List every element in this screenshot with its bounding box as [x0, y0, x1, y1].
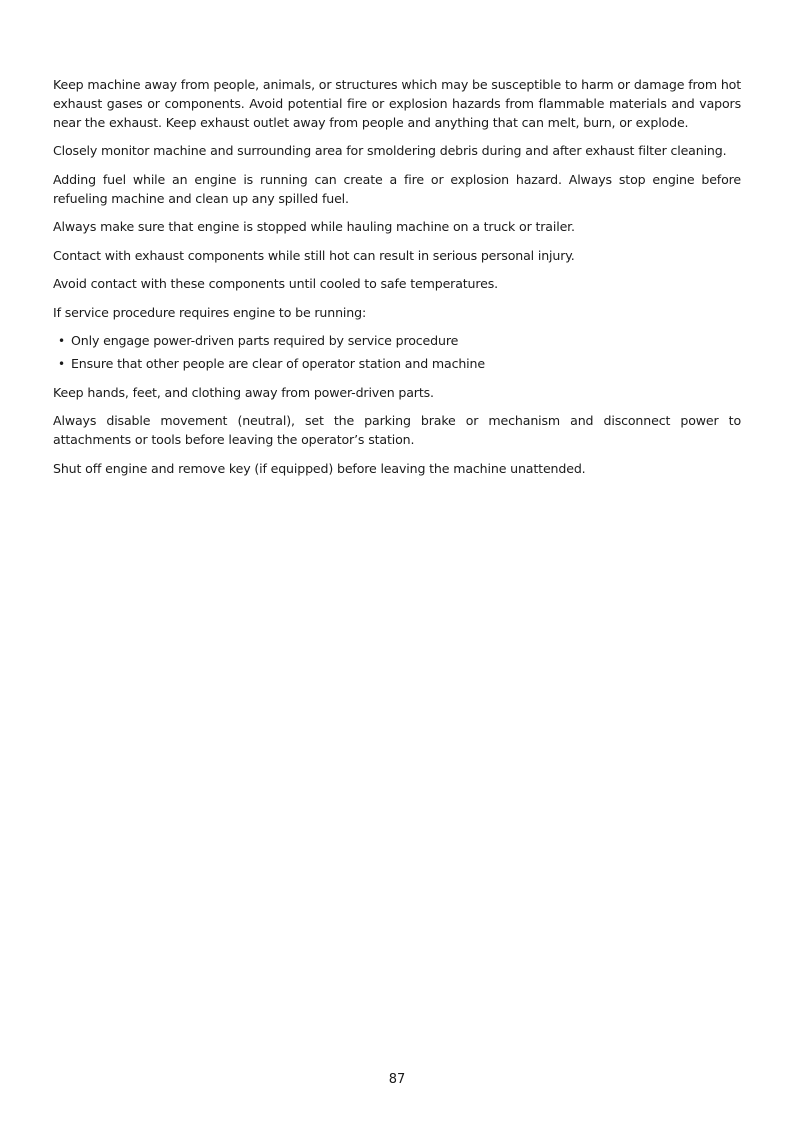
bullet-text: Only engage power-driven parts required by service procedure: [71, 333, 459, 349]
bullet-icon: •: [58, 357, 65, 372]
bullet-icon: •: [58, 334, 65, 349]
document-body: [53, 76, 741, 488]
paragraph-refueling: Adding fuel while an engine is running can create a fire or explosion hazard. Always stop engine before refueling machine and clean up any spilled fuel.: [53, 171, 741, 206]
paragraph-smoldering-debris: Closely monitor machine and surrounding area for smoldering debris during and after exhaust filter cleaning.: [53, 143, 727, 159]
paragraph-avoid-contact: Avoid contact with these components until cooled to safe temperatures.: [53, 276, 498, 292]
paragraph-power-driven-parts: Keep hands, feet, and clothing away from power-driven parts.: [53, 384, 434, 400]
bullet-item: [53, 355, 741, 374]
paragraph-service-procedure: If service procedure requires engine to be running:: [53, 304, 367, 320]
page-number: 87: [388, 1072, 406, 1087]
bullet-item: [53, 332, 741, 351]
paragraph-shut-off-engine: Shut off engine and remove key (if equipped) before leaving the machine unattended.: [53, 460, 586, 476]
bullet-list: [53, 332, 741, 374]
paragraph-disable-movement: Always disable movement (neutral), set the parking brake or mechanism and disconnect power to attachments or tools before leaving the operator’s station.: [53, 413, 741, 448]
bullet-text: Ensure that other people are clear of operator station and machine: [71, 356, 485, 372]
paragraph-exhaust-hazard: Keep machine away from people, animals, or structures which may be susceptible to harm or damage from hot exhaust gases or components. Avoid potential fire or explosion hazards from flammable materials and vapors near the exhaust. Keep exhaust outlet away from people and anything that can melt, burn, or explode.: [53, 77, 741, 130]
paragraph-hauling: Always make sure that engine is stopped while hauling machine on a truck or trailer.: [53, 219, 575, 235]
paragraph-hot-components: Contact with exhaust components while still hot can result in serious personal injury.: [53, 247, 575, 263]
